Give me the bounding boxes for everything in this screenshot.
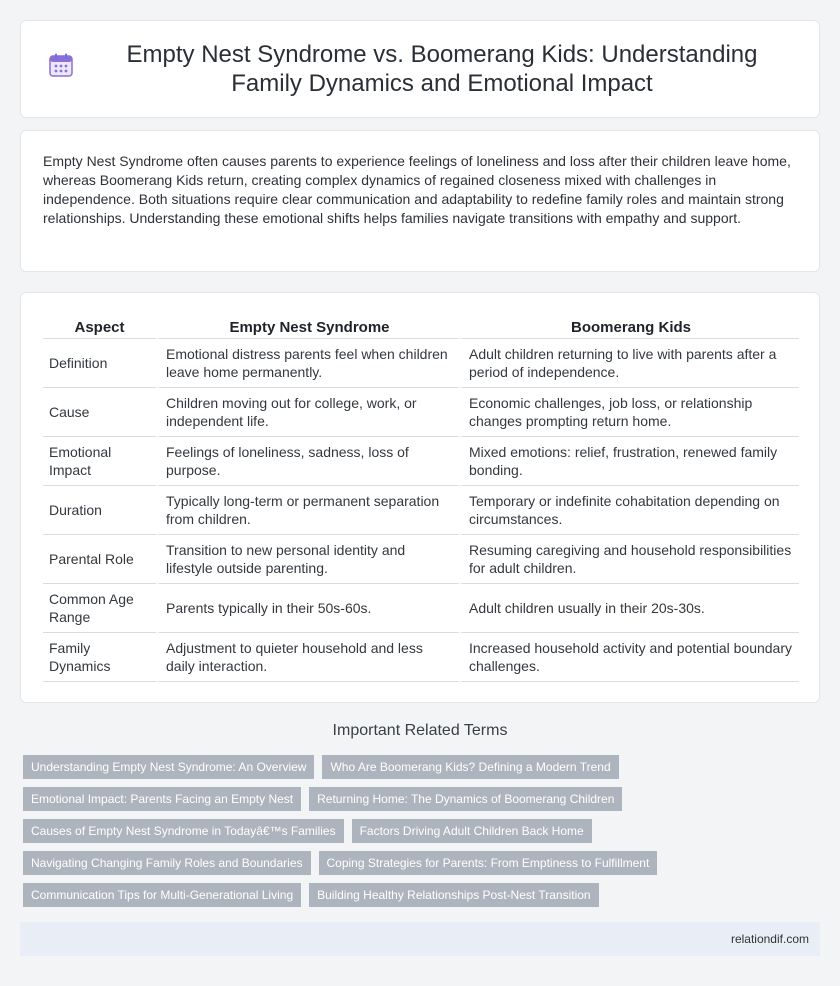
related-term-tag[interactable]: Navigating Changing Family Roles and Boundaries (23, 851, 311, 875)
cell-aspect: Parental Role (43, 535, 156, 584)
page-title: Empty Nest Syndrome vs. Boomerang Kids: Understanding Family Dynamics and Emotional Impact (126, 41, 758, 97)
calendar-icon (48, 52, 74, 78)
cell-empty-nest: Parents typically in their 50s-60s. (156, 584, 459, 633)
header-boomerang: Boomerang Kids (459, 313, 799, 339)
table-row (43, 535, 799, 584)
cell-boomerang: Temporary or indefinite cohabitation depending on circumstances. (459, 486, 799, 535)
cell-boomerang: Adult children returning to live with parents after a period of independence. (459, 339, 799, 388)
cell-boomerang: Economic challenges, job loss, or relationship changes prompting return home. (459, 388, 799, 437)
cell-empty-nest: Adjustment to quieter household and less daily interaction. (156, 633, 459, 682)
intro-card (20, 130, 820, 272)
related-term-tag[interactable]: Emotional Impact: Parents Facing an Empty Nest (23, 787, 301, 811)
related-term-tag[interactable]: Coping Strategies for Parents: From Emptiness to Fulfillment (319, 851, 658, 875)
related-term-tag[interactable]: Returning Home: The Dynamics of Boomerang Children (309, 787, 622, 811)
cell-boomerang: Mixed emotions: relief, frustration, renewed family bonding. (459, 437, 799, 486)
related-term-tag[interactable]: Building Healthy Relationships Post-Nest Transition (309, 883, 598, 907)
cell-aspect: Emotional Impact (43, 437, 156, 486)
table-row (43, 388, 799, 437)
cell-aspect: Duration (43, 486, 156, 535)
comparison-card (20, 292, 820, 703)
related-term-tag[interactable]: Understanding Empty Nest Syndrome: An Overview (23, 755, 314, 779)
cell-empty-nest: Typically long-term or permanent separation from children. (156, 486, 459, 535)
related-term-tag[interactable]: Factors Driving Adult Children Back Home (352, 819, 592, 843)
footer-site-link[interactable]: relationdif.com (730, 932, 809, 946)
cell-aspect: Common Age Range (43, 584, 156, 633)
cell-boomerang: Resuming caregiving and household responsibilities for adult children. (459, 535, 799, 584)
cell-empty-nest: Feelings of loneliness, sadness, loss of purpose. (156, 437, 459, 486)
cell-empty-nest: Transition to new personal identity and lifestyle outside parenting. (156, 535, 459, 584)
related-term-tag[interactable]: Causes of Empty Nest Syndrome in Todayâ€™s Families (23, 819, 344, 843)
footer (20, 922, 820, 956)
table-row (43, 339, 799, 388)
table-row (43, 633, 799, 682)
table-header-row (43, 313, 799, 339)
cell-empty-nest: Emotional distress parents feel when children leave home permanently. (156, 339, 459, 388)
table-row (43, 437, 799, 486)
header-empty-nest: Empty Nest Syndrome (156, 313, 459, 339)
related-terms-title: Important Related Terms (332, 722, 508, 739)
table-row (43, 584, 799, 633)
related-term-tag[interactable]: Communication Tips for Multi-Generational Living (23, 883, 301, 907)
related-terms-list (23, 755, 783, 907)
comparison-table (43, 313, 799, 682)
cell-aspect: Family Dynamics (43, 633, 156, 682)
cell-boomerang: Adult children usually in their 20s-30s. (459, 584, 799, 633)
table-row (43, 486, 799, 535)
cell-aspect: Definition (43, 339, 156, 388)
cell-boomerang: Increased household activity and potential boundary challenges. (459, 633, 799, 682)
related-term-tag[interactable]: Who Are Boomerang Kids? Defining a Modern Trend (322, 755, 618, 779)
cell-aspect: Cause (43, 388, 156, 437)
intro-paragraph: Empty Nest Syndrome often causes parents to experience feelings of loneliness and loss after their children leave home, whereas Boomerang Kids return, creating complex dynamics of regained closeness mixed with challenges in independence. Both situations require clear communication and adaptability to redefine family roles and maintain strong relationships. Understanding these emotional shifts helps families navigate transitions with empathy and support. (43, 153, 791, 226)
cell-empty-nest: Children moving out for college, work, or independent life. (156, 388, 459, 437)
header-card (20, 20, 820, 118)
header-aspect: Aspect (43, 313, 156, 339)
